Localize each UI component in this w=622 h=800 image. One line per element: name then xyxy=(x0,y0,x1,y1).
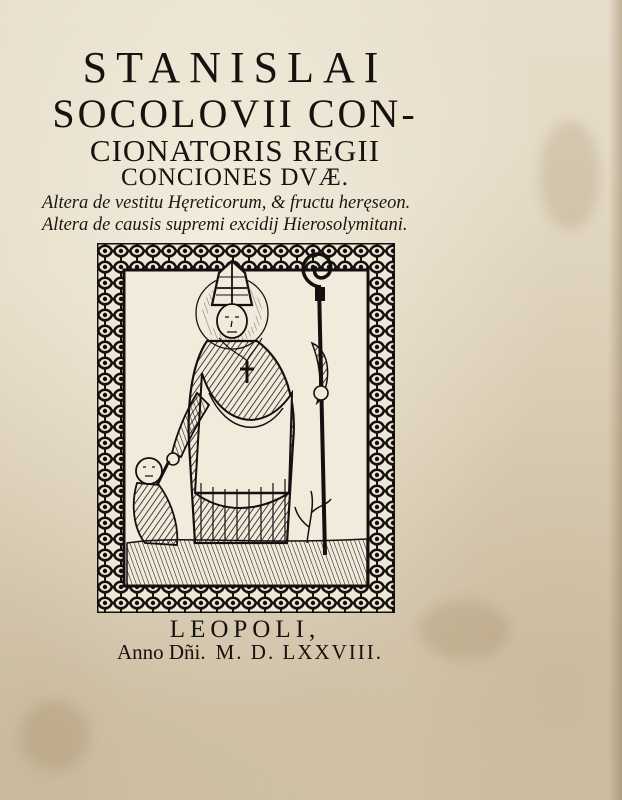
title-line-3: CIONATORIS REGII xyxy=(89,133,381,168)
title-line-2: SOCOLOVII CON- xyxy=(52,91,418,136)
imprint-city: LEOPOLI, xyxy=(169,616,321,643)
paper-stain xyxy=(420,600,510,660)
imprint-anno: Anno Dñi. xyxy=(116,640,206,664)
hand xyxy=(314,386,328,400)
paper-stain xyxy=(20,700,90,770)
title-line-4: CONCIONES DVÆ. xyxy=(121,164,349,191)
subtitle-line-2: Altera de causis supremi excidij Hierosolymitani. xyxy=(42,215,408,235)
paper-stain xyxy=(540,120,600,230)
title-line-author: STANISLAI xyxy=(82,43,388,92)
imprint-year: M. D. LXXVIII. xyxy=(215,640,384,664)
woodcut-illustration xyxy=(97,243,395,613)
imprint-date xyxy=(100,640,400,665)
page-edge-shadow xyxy=(608,0,622,800)
ground xyxy=(127,539,367,586)
subtitle-line-1: Altera de vestitu Hęreticorum, & fructu heręseon. xyxy=(42,193,411,213)
